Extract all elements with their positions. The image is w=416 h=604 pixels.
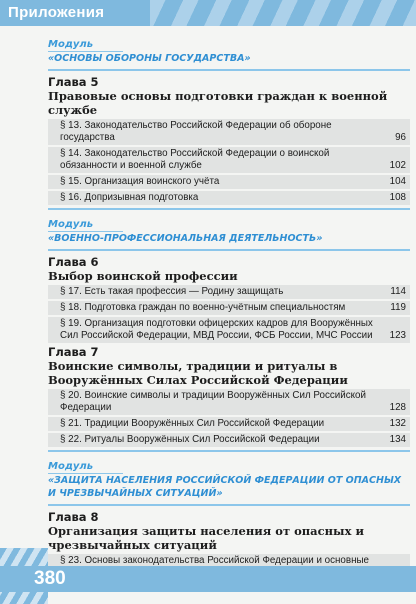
entry-text: § 14. Законодательство Российской Федерации о воинской обязанности и военной службе — [60, 148, 330, 171]
chapter-number: Глава 5 — [48, 75, 99, 89]
entry-text: § 17. Есть такая профессия — Родину защищать — [60, 286, 284, 297]
entry-page: 134 — [389, 434, 406, 445]
entry-text: § 16. Допризывная подготовка — [60, 192, 199, 203]
entry-page: 108 — [389, 192, 406, 203]
module-title: «ОСНОВЫ ОБОРОНЫ ГОСУДАРСТВА» — [48, 53, 251, 64]
entry-page: 104 — [389, 176, 406, 187]
toc-entry[interactable] — [48, 191, 410, 205]
entry-text: § 18. Подготовка граждан по военно-учётным специальностям — [60, 302, 346, 313]
module-divider — [48, 249, 410, 251]
module-label: Модуль — [48, 461, 123, 474]
toc-entry[interactable] — [48, 301, 410, 315]
entry-text: § 22. Ритуалы Вооружённых Сил Российской Федерации — [60, 434, 320, 445]
module-military-profession — [48, 214, 410, 245]
entry-text: § 19. Организация подготовки офицерских кадров для Вооружённых Сил Российской Федерации, МВД России, ФСБ России, МЧС России — [60, 318, 373, 341]
chapter-number: Глава 6 — [48, 255, 99, 269]
module-title: «ВОЕННО-ПРОФЕССИОНАЛЬНАЯ ДЕЯТЕЛЬНОСТЬ» — [48, 233, 323, 244]
entry-text: § 15. Организация воинского учёта — [60, 176, 220, 187]
chapter-title: Выбор воинской профессии — [48, 269, 238, 283]
table-of-contents — [48, 34, 410, 594]
section-title: Приложения — [8, 4, 105, 21]
entry-page: 128 — [389, 402, 406, 413]
entry-text: § 20. Воинские символы и традиции Вооружённых Сил Российской Федерации — [60, 390, 366, 413]
entry-text: § 23. Основы законодательства Российской Федерации и основные — [60, 555, 369, 566]
toc-entry[interactable] — [48, 285, 410, 299]
chapter-title: Правовые основы подготовки граждан к военной службе — [48, 89, 388, 117]
entry-page: 123 — [389, 330, 406, 341]
module-defense — [48, 34, 410, 65]
toc-entry[interactable] — [48, 317, 410, 343]
entry-page: 114 — [390, 286, 406, 297]
entry-page: 96 — [395, 132, 406, 143]
chapter-title: Воинские символы, традиции и ритуалы в Вооружённых Силах Российской Федерации — [48, 359, 348, 387]
chapter-title: Организация защиты населения от опасных и чрезвычайных ситуаций — [48, 524, 364, 552]
entry-text: § 13. Законодательство Российской Федерации об обороне государства — [60, 120, 332, 143]
module-label: Модуль — [48, 219, 123, 232]
entry-page: 132 — [389, 418, 406, 429]
toc-entry[interactable] — [48, 389, 410, 415]
toc-entry[interactable] — [48, 119, 410, 145]
entry-page: 119 — [390, 302, 406, 313]
module-label: Модуль — [48, 39, 123, 52]
entry-page: 102 — [389, 160, 406, 171]
toc-entry[interactable] — [48, 147, 410, 173]
module-population-protection — [48, 456, 410, 500]
module-divider — [48, 69, 410, 71]
module-divider — [48, 450, 410, 452]
toc-entry[interactable] — [48, 433, 410, 447]
page-number: 380 — [34, 568, 66, 589]
page-header — [0, 0, 416, 26]
toc-entry[interactable] — [48, 417, 410, 431]
module-divider — [48, 208, 410, 210]
toc-entry[interactable] — [48, 175, 410, 189]
header-stripes — [150, 0, 416, 26]
module-divider — [48, 504, 410, 506]
entry-text: § 21. Традиции Вооружённых Сил Российской Федерации — [60, 418, 325, 429]
chapter-number: Глава 8 — [48, 510, 99, 524]
module-title: «ЗАЩИТА НАСЕЛЕНИЯ РОССИЙСКОЙ ФЕДЕРАЦИИ ОТ ОПАСНЫХ И ЧРЕЗВЫЧАЙНЫХ СИТУАЦИЙ» — [48, 475, 402, 499]
chapter-number: Глава 7 — [48, 345, 99, 359]
